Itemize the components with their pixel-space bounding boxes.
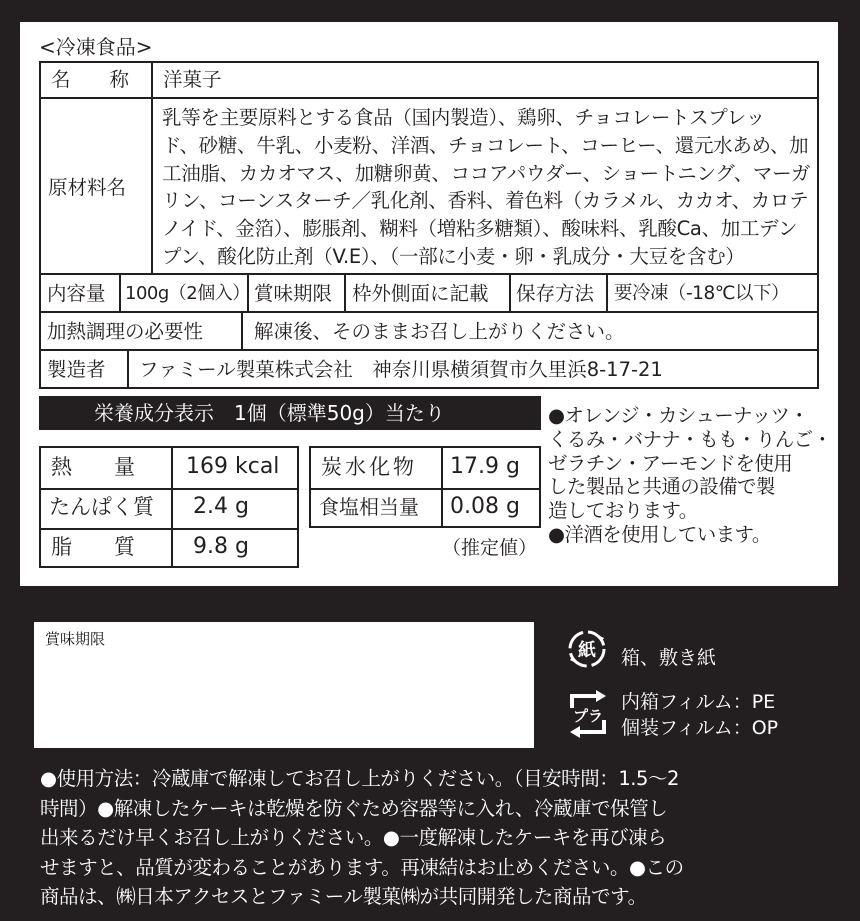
ingredients-line: 乳等を主要原料とする食品（国内製造）、鶏卵、チョコレートスプレッ [162, 106, 765, 129]
nutrition-value-salt: 0.08 g [450, 494, 520, 519]
nutrition-value-protein: 2.4 g [193, 494, 249, 519]
plastic-recycle-line1: 内箱フィルム：PE [621, 691, 776, 713]
usage-notes [40, 764, 830, 912]
nutrition-left-table [39, 446, 299, 568]
paper-recycle-icon [566, 628, 608, 670]
best-before-value: 枠外側面に記載 [352, 282, 489, 305]
plastic-recycle-line2: 個装フィルム：OP [621, 717, 779, 739]
nutrition-value-energy: 169 kcal [186, 454, 280, 479]
content-header: 内容量 [47, 282, 106, 305]
name-row [39, 61, 819, 99]
nutrition-label-salt: 食塩相当量 [319, 495, 419, 519]
storage-header: 保存方法 [516, 282, 595, 305]
content-row [39, 273, 819, 313]
plastic-icon-text: プラ [572, 707, 604, 725]
ingredients-header: 原材料名 [48, 176, 127, 199]
allergy-line: ゼラチン・アーモンドを使用 [548, 451, 793, 475]
ingredients-line: リン、コーンスターチ／乳化剤、香料、着色料（カラメル、カカオ、カロテ [162, 189, 809, 213]
nutrition-note: （推定値） [442, 537, 538, 559]
ingredients-line: 工油脂、カカオマス、加糖卵黄、ココアパウダー、ショートニング、マーガ [162, 161, 811, 185]
usage-line: ●使用方法：冷蔵庫で解凍してお召し上がりください。（目安時間：1.5〜2 [40, 767, 679, 790]
name-header: 名 称 [51, 68, 130, 91]
nutrition-label-fat: 脂 質 [51, 535, 135, 559]
nutrition-label-energy: 熱 量 [51, 455, 135, 479]
maker-header: 製造者 [47, 358, 106, 381]
heating-header: 加熱調理の必要性 [47, 320, 204, 343]
allergy-line: くるみ・バナナ・もも・りんご・ [548, 427, 832, 451]
usage-line: せますと、品質が変わることがあります。再凍結はお止めください。●この [40, 855, 684, 879]
nutrition-right-table [309, 446, 541, 528]
allergy-line: 造しております。 [548, 499, 698, 523]
heating-value: 解凍後、そのままお召し上がりください。 [254, 320, 625, 343]
nutrition-title: 栄養成分表示 1個（標準50g）当たり [39, 396, 541, 430]
category-label: <冷凍食品> [39, 35, 153, 59]
maker-value: ファミール製菓株式会社 神奈川県横須賀市久里浜8-17-21 [139, 358, 663, 381]
nutrition-value-carbs: 17.9 g [450, 454, 520, 479]
usage-line: 商品は、㈱日本アクセスとファミール製菓㈱が共同開発した商品です。 [40, 885, 647, 908]
best-before-box-label: 賞味期限 [45, 630, 106, 648]
ingredients-line: ノイド、金箔）、膨脹剤、糊料（増粘多糖類）、酸味料、乳酸Ca、加工デン [162, 217, 798, 241]
heating-row [39, 311, 819, 351]
ingredients-line: ド、砂糖、牛乳、小麦粉、洋酒、チョコレート、コーヒー、還元水あめ、加 [162, 133, 809, 157]
plastic-recycle-icon [566, 688, 610, 740]
content-value: 100g（2個入） [125, 283, 250, 304]
allergy-notes [548, 404, 833, 547]
nutrition-label-protein: たんぱく質 [49, 495, 154, 519]
nutrition-label-carbs: 炭水化物 [321, 455, 417, 479]
nutrition-value-fat: 9.8 g [193, 534, 249, 559]
best-before-header: 賞味期限 [254, 282, 333, 305]
maker-row [39, 349, 819, 389]
ingredients-text [162, 104, 812, 271]
ingredients-line: プン、酸化防止剤（V.E）、（一部に小麦・卵・乳成分・大豆を含む） [162, 244, 745, 268]
storage-value: 要冷凍（-18℃以下） [614, 283, 789, 304]
allergy-line: ●洋酒を使用しています。 [548, 522, 771, 546]
allergy-line: した製品と共通の設備で製 [548, 475, 775, 499]
usage-line: 出来るだけ早くお召し上がりください。●一度解凍したケーキを再び凍ら [40, 826, 667, 849]
paper-recycle-text: 箱、敷き紙 [621, 647, 717, 669]
allergy-line: ●オレンジ・カシューナッツ・ [548, 404, 809, 427]
usage-line: 時間）●解凍したケーキは乾燥を防ぐため容器等に入れ、冷蔵庫で保管し [40, 796, 668, 820]
name-value: 洋菓子 [163, 68, 222, 91]
paper-icon-text: 紙 [578, 640, 596, 661]
best-before-box [34, 622, 534, 748]
